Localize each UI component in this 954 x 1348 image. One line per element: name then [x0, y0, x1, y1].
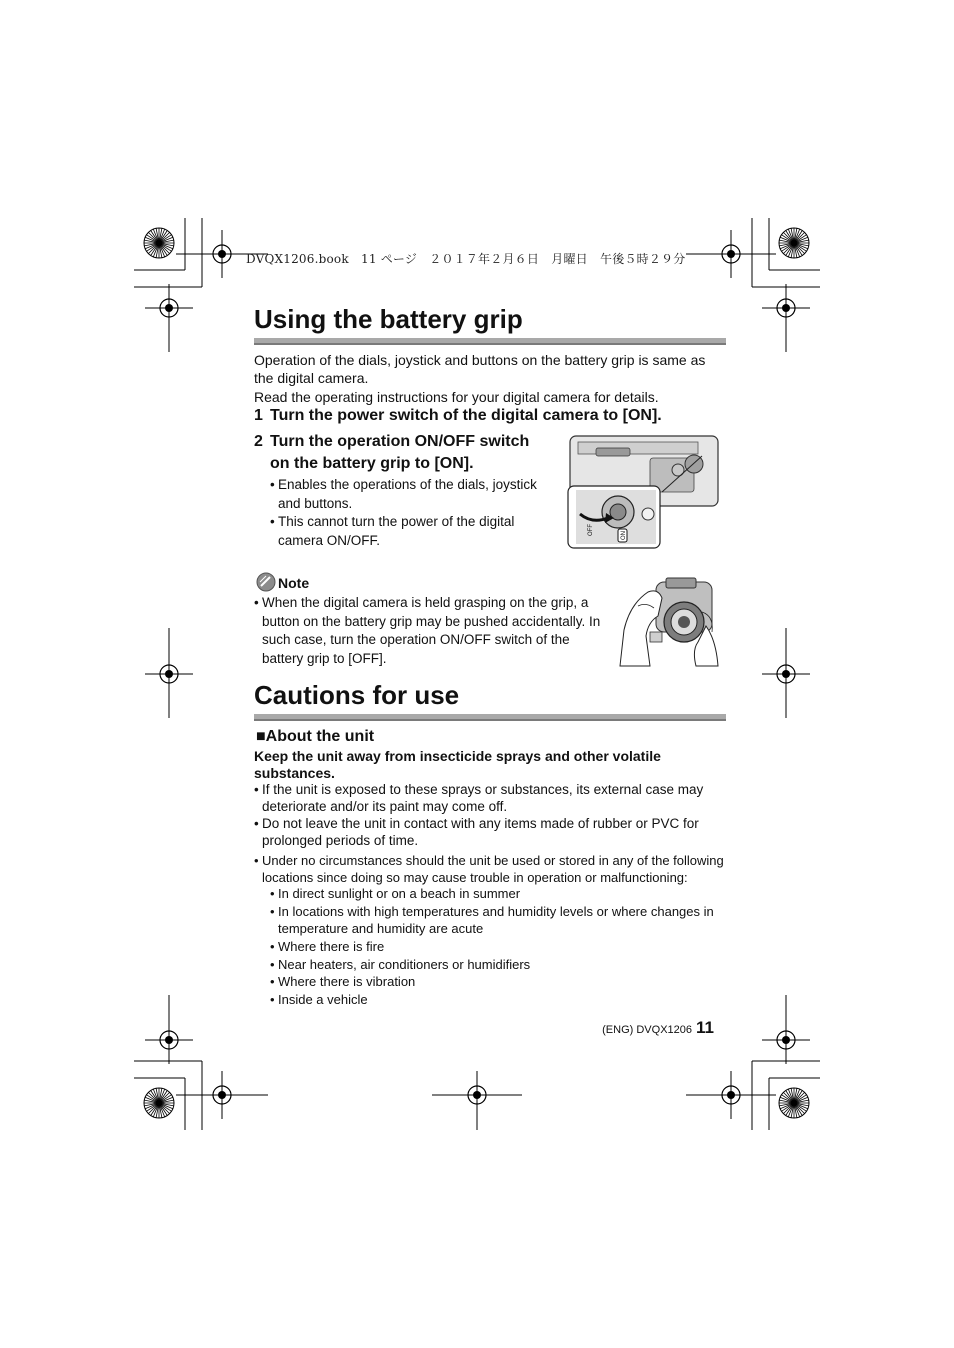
section-title-battery-grip: Using the battery grip	[254, 304, 523, 334]
battery-grip-switch-illustration	[566, 434, 722, 550]
switch-label-on: ON	[621, 531, 627, 540]
document-code: (ENG) DVQX1206	[602, 1024, 693, 1036]
page-number: 11	[696, 1018, 714, 1037]
step-2	[254, 431, 554, 475]
step-number: 1	[254, 407, 263, 424]
page-footer	[602, 1018, 714, 1038]
note-bullet: • When the digital camera is held grasping on the grip, a button on the battery grip may be pushed accidentally. In such case, turn the operation ON/OFF switch of the battery grip to [OFF].	[254, 595, 601, 666]
step-number: 2	[254, 433, 263, 450]
location-item: • Near heaters, air conditioners or humidifiers	[270, 957, 531, 972]
title-rule	[254, 714, 726, 721]
location-item: • In locations with high temperatures and humidity levels or where changes in temperature and humidity are acute	[270, 904, 714, 936]
bold-lead-paragraph: Keep the unit away from insecticide sprays and other volatile substances.	[254, 748, 661, 781]
section-title-cautions: Cautions for use	[254, 680, 460, 710]
location-item: • Where there is vibration	[270, 974, 416, 989]
step-text: Turn the operation ON/OFF switch on the battery grip to [ON].	[270, 433, 530, 472]
square-bullet-icon: ■	[256, 728, 266, 745]
intro-paragraph-1: Operation of the dials, joystick and buttons on the battery grip is same as the digital camera.	[254, 352, 706, 386]
hands-holding-camera-illustration	[618, 576, 722, 668]
title-rule	[254, 338, 726, 345]
note-title: Note	[278, 575, 310, 591]
step-2-bullet: • This cannot turn the power of the digital camera ON/OFF.	[270, 514, 515, 548]
caution-bullet: • If the unit is exposed to these sprays or substances, its external case may deteriorate and/or its paint may come off.	[254, 782, 704, 814]
step-2-bullet: • Enables the operations of the dials, joystick and buttons.	[270, 477, 537, 511]
caution-bullet: • Under no circumstances should the unit be used or stored in any of the following locations since doing so may cause trouble in operation or malfunctioning:	[254, 853, 724, 885]
step-text: Turn the power switch of the digital camera to [ON].	[270, 407, 662, 424]
location-item: • Inside a vehicle	[270, 992, 368, 1007]
note-icon	[256, 572, 276, 592]
print-info-header: DVQX1206.book 11 ページ ２０１７年２月６日 月曜日 午後５時２９分	[246, 252, 686, 266]
intro-paragraph-2: Read the operating instructions for your digital camera for details.	[254, 389, 659, 405]
switch-label-off: OFF	[588, 524, 594, 536]
location-item: • In direct sunlight or on a beach in summer	[270, 886, 521, 901]
location-item: • Where there is fire	[270, 939, 385, 954]
subheading-about-unit: ■About the unit	[256, 728, 375, 745]
caution-bullet: • Do not leave the unit in contact with any items made of rubber or PVC for prolonged periods of time.	[254, 816, 699, 848]
